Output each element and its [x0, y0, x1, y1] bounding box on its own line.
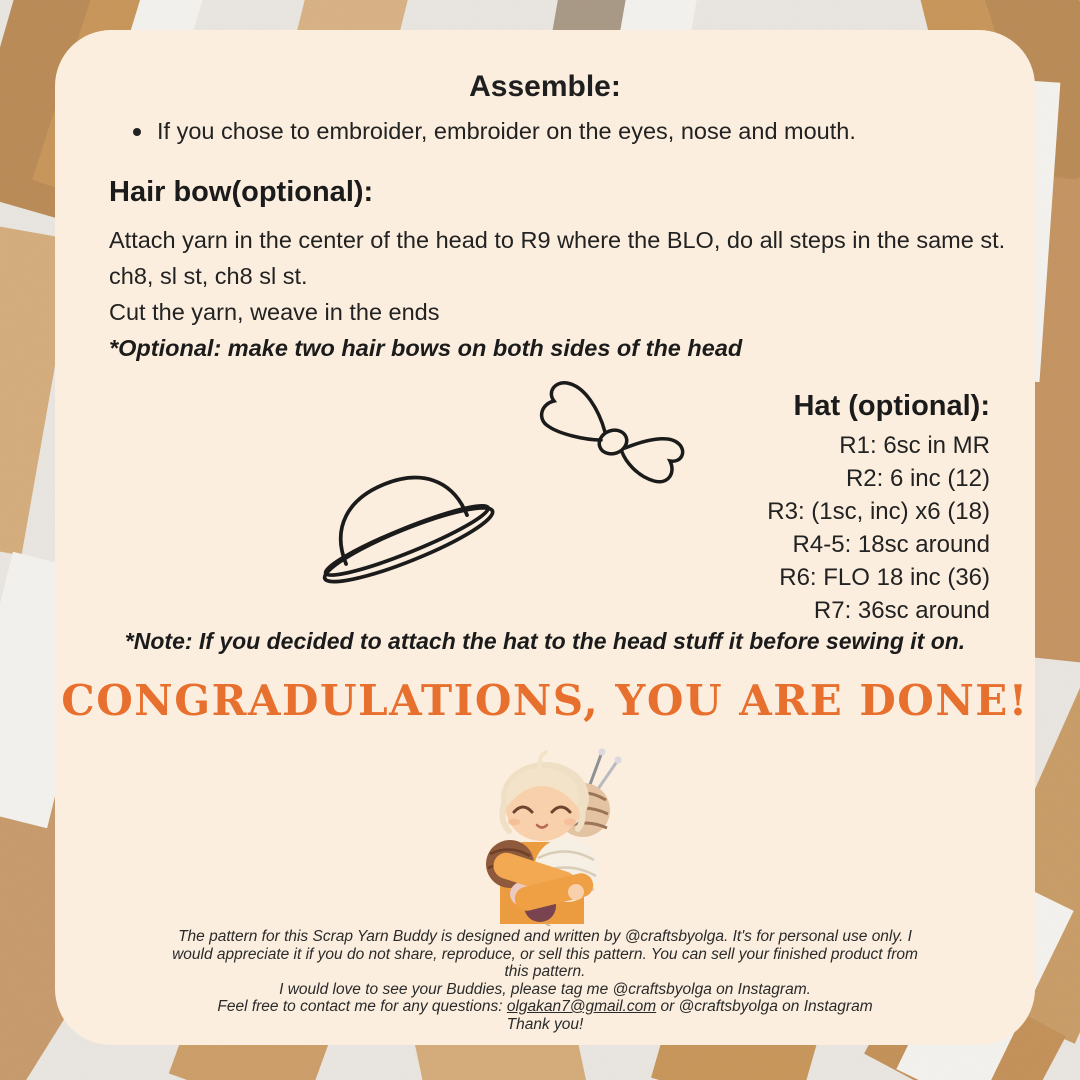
assemble-bullet-text: If you chose to embroider, embroider on the eyes, nose and mouth. — [157, 118, 856, 144]
hat-note: *Note: If you decided to attach the hat to the head stuff it before sewing it on. — [124, 628, 966, 654]
footer-line-1: The pattern for this Scrap Yarn Buddy is designed and written by @craftsbyolga. It's for personal use only. I — [178, 928, 912, 945]
footer-contact-line — [55, 998, 1035, 1016]
hat-heading: Hat (optional): — [793, 390, 990, 422]
hair-bow-step-2: Cut the yarn, weave in the ends — [109, 299, 440, 325]
footer-line-4: I would love to see your Buddies, please tag me @craftsbyolga on Instagram. — [279, 980, 811, 998]
hat-round-6: R7: 36sc around — [813, 597, 990, 624]
footer-line-3: this pattern. — [504, 963, 586, 980]
assemble-bullet-item — [133, 118, 993, 145]
bowler-hat-icon — [303, 448, 508, 598]
footer-line-2: would appreciate it if you do not share, reproduce, or sell this pattern. You can sell your finished product from — [172, 945, 918, 963]
hat-round-5: R6: FLO 18 inc (36) — [779, 564, 990, 591]
hair-bow-step-1: Attach yarn in the center of the head to R9 where the BLO, do all steps in the same st. ch8, sl st, ch8 sl st. — [109, 227, 1006, 289]
hat-round-2: R2: 6 inc (12) — [845, 465, 990, 492]
hat-section — [767, 390, 990, 627]
hair-bow-optional-note: *Optional: make two hair bows on both sides of the head — [109, 335, 743, 361]
hair-bow-heading: Hair bow(optional): — [109, 176, 374, 208]
bullet-dot — [133, 128, 141, 136]
copyright-footer — [55, 928, 1035, 1033]
contact-suffix: or @craftsbyolga on Instagram — [656, 998, 873, 1015]
hat-round-3: R3: (1sc, inc) x6 (18) — [767, 498, 990, 525]
assemble-title: Assemble: — [469, 70, 621, 103]
congratulations-heading: CONGRADULATIONS, YOU ARE DONE! — [61, 676, 1029, 725]
hat-round-1: R1: 6sc in MR — [839, 432, 990, 459]
footer-thanks: Thank you! — [506, 1015, 584, 1033]
hair-bow-instructions — [109, 222, 1009, 366]
contact-prefix: Feel free to contact me for any questions: — [217, 998, 507, 1015]
pattern-card — [55, 30, 1035, 1045]
hair-bow-icon — [523, 370, 703, 530]
contact-email-link[interactable]: olgakan7@gmail.com — [506, 998, 657, 1015]
girl-hugging-yarn-illustration — [450, 746, 640, 926]
hat-round-4: R4-5: 18sc around — [792, 531, 990, 558]
